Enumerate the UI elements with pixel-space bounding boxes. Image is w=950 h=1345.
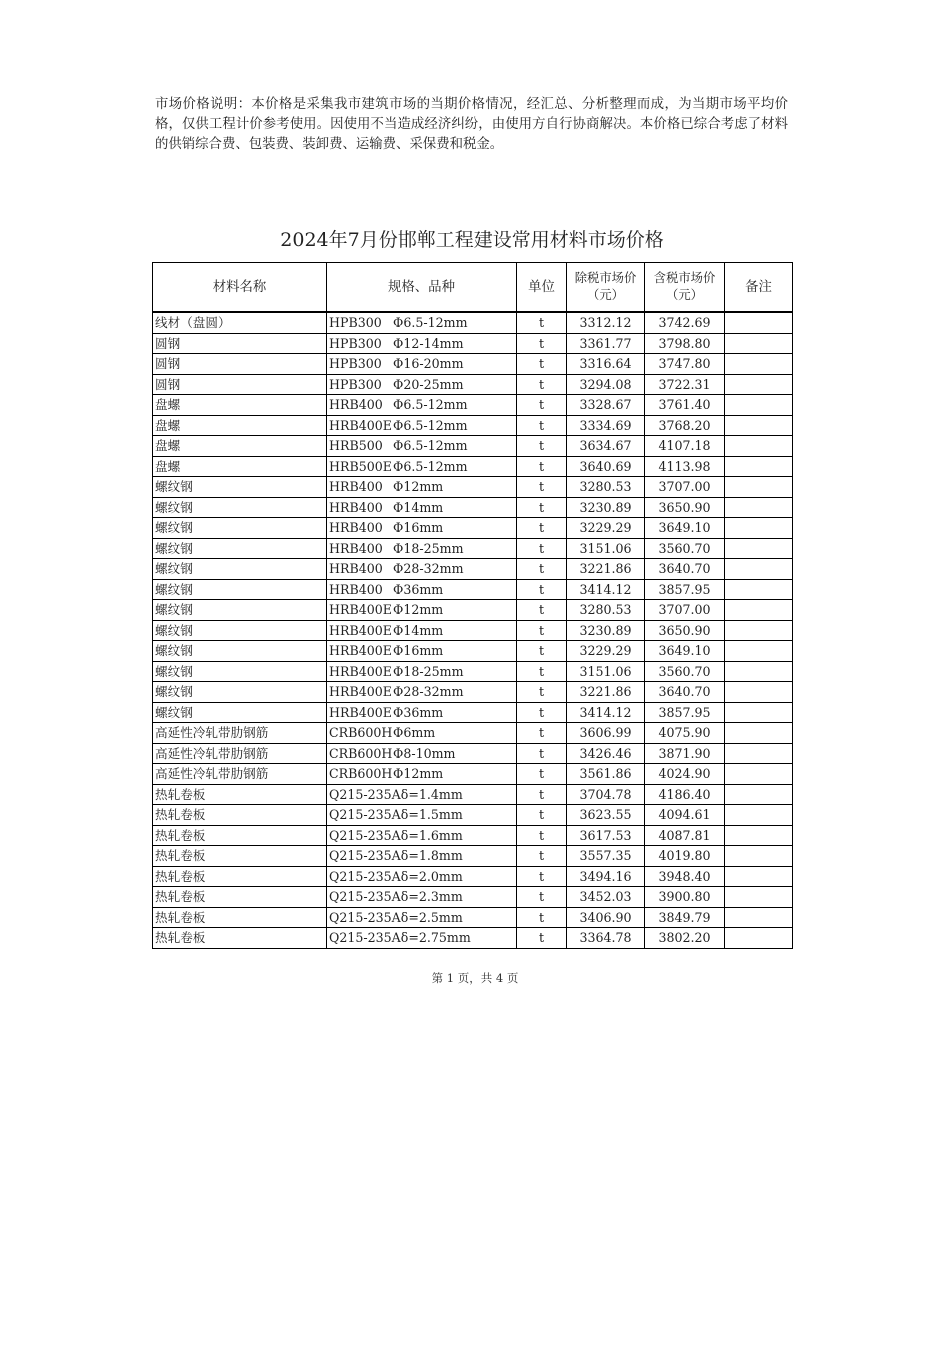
unit: t	[517, 374, 567, 395]
header-price-excl-tax	[567, 263, 645, 313]
spec-grade: Q215-235A	[329, 827, 401, 843]
material-spec	[327, 579, 517, 600]
header-spec: 规格、品种	[327, 263, 517, 313]
spec-grade: HRB400	[329, 479, 383, 495]
spec-grade: HRB400E	[329, 643, 392, 659]
price-excl-tax: 3361.77	[567, 333, 645, 354]
remark	[725, 374, 793, 395]
remark	[725, 415, 793, 436]
material-name: 螺纹钢	[153, 641, 327, 662]
unit: t	[517, 743, 567, 764]
table-row	[153, 641, 793, 662]
spec-size: Φ16mm	[393, 643, 444, 659]
material-name: 高延性冷轧带肋钢筋	[153, 743, 327, 764]
spec-grade: HPB300	[329, 356, 382, 372]
material-spec	[327, 456, 517, 477]
table-row	[153, 743, 793, 764]
spec-size: Φ20-25mm	[393, 376, 464, 392]
spec-size: Φ6.5-12mm	[393, 458, 468, 474]
material-name: 螺纹钢	[153, 682, 327, 703]
table-row	[153, 866, 793, 887]
material-spec	[327, 907, 517, 928]
spec-size: Φ12mm	[393, 766, 444, 782]
remark	[725, 518, 793, 539]
unit: t	[517, 518, 567, 539]
spec-grade: Q215-235A	[329, 909, 401, 925]
price-incl-tax: 3857.95	[645, 579, 725, 600]
spec-grade: HRB400E	[329, 663, 392, 679]
table-row	[153, 538, 793, 559]
material-name: 盘螺	[153, 415, 327, 436]
price-excl-tax: 3634.67	[567, 436, 645, 457]
price-incl-tax: 3948.40	[645, 866, 725, 887]
remark	[725, 764, 793, 785]
price-excl-tax: 3606.99	[567, 723, 645, 744]
spec-size: δ=1.5mm	[400, 807, 463, 823]
remark	[725, 702, 793, 723]
table-row	[153, 661, 793, 682]
header-remark: 备注	[725, 263, 793, 313]
material-spec	[327, 518, 517, 539]
spec-size: Φ6.5-12mm	[393, 438, 468, 454]
price-excl-tax: 3704.78	[567, 784, 645, 805]
price-excl-tax: 3406.90	[567, 907, 645, 928]
price-incl-tax: 3650.90	[645, 497, 725, 518]
unit: t	[517, 702, 567, 723]
material-name: 螺纹钢	[153, 620, 327, 641]
spec-size: Φ28-32mm	[393, 684, 464, 700]
material-spec	[327, 497, 517, 518]
price-excl-tax: 3414.12	[567, 579, 645, 600]
remark	[725, 661, 793, 682]
price-excl-tax: 3426.46	[567, 743, 645, 764]
remark	[725, 333, 793, 354]
price-excl-tax: 3151.06	[567, 538, 645, 559]
price-incl-tax: 3747.80	[645, 354, 725, 375]
material-spec	[327, 333, 517, 354]
unit: t	[517, 579, 567, 600]
unit: t	[517, 415, 567, 436]
material-name: 线材（盘圆）	[153, 312, 327, 333]
material-spec	[327, 620, 517, 641]
unit: t	[517, 764, 567, 785]
spec-size: Φ8-10mm	[393, 745, 456, 761]
price-incl-tax: 3798.80	[645, 333, 725, 354]
price-excl-tax: 3414.12	[567, 702, 645, 723]
header-price-incl-line1: 含税市场价	[653, 271, 716, 285]
material-name: 螺纹钢	[153, 559, 327, 580]
price-incl-tax: 4107.18	[645, 436, 725, 457]
unit: t	[517, 682, 567, 703]
table-row	[153, 312, 793, 333]
remark	[725, 641, 793, 662]
spec-size: Φ14mm	[393, 499, 444, 515]
remark	[725, 682, 793, 703]
spec-grade: Q215-235A	[329, 930, 401, 946]
table-row	[153, 784, 793, 805]
unit: t	[517, 641, 567, 662]
spec-size: δ=1.8mm	[400, 848, 463, 864]
unit: t	[517, 538, 567, 559]
spec-size: δ=2.5mm	[400, 909, 463, 925]
remark	[725, 436, 793, 457]
price-excl-tax: 3557.35	[567, 846, 645, 867]
material-name: 热轧卷板	[153, 784, 327, 805]
table-row	[153, 846, 793, 867]
price-excl-tax: 3221.86	[567, 559, 645, 580]
price-incl-tax: 3560.70	[645, 661, 725, 682]
remark	[725, 825, 793, 846]
material-spec	[327, 846, 517, 867]
unit: t	[517, 620, 567, 641]
spec-size: Φ16-20mm	[393, 356, 464, 372]
material-spec	[327, 743, 517, 764]
remark	[725, 559, 793, 580]
spec-size: Φ16mm	[393, 520, 444, 536]
table-row	[153, 907, 793, 928]
remark	[725, 928, 793, 949]
price-excl-tax: 3334.69	[567, 415, 645, 436]
material-spec	[327, 538, 517, 559]
table-row	[153, 805, 793, 826]
table-row	[153, 559, 793, 580]
unit: t	[517, 456, 567, 477]
remark	[725, 579, 793, 600]
material-spec	[327, 928, 517, 949]
price-excl-tax: 3561.86	[567, 764, 645, 785]
price-incl-tax: 3640.70	[645, 559, 725, 580]
remark	[725, 723, 793, 744]
spec-size: δ=2.3mm	[400, 889, 463, 905]
material-name: 圆钢	[153, 374, 327, 395]
material-spec	[327, 805, 517, 826]
material-name: 螺纹钢	[153, 600, 327, 621]
material-spec	[327, 559, 517, 580]
price-incl-tax: 4087.81	[645, 825, 725, 846]
header-price-excl-line1: 除税市场价	[574, 271, 637, 285]
material-spec	[327, 374, 517, 395]
material-name: 高延性冷轧带肋钢筋	[153, 764, 327, 785]
price-incl-tax: 3871.90	[645, 743, 725, 764]
spec-grade: Q215-235A	[329, 807, 401, 823]
unit: t	[517, 477, 567, 498]
material-name: 热轧卷板	[153, 825, 327, 846]
price-excl-tax: 3230.89	[567, 620, 645, 641]
price-incl-tax: 3857.95	[645, 702, 725, 723]
price-incl-tax: 3560.70	[645, 538, 725, 559]
price-incl-tax: 3649.10	[645, 518, 725, 539]
spec-grade: HPB300	[329, 376, 382, 392]
price-table	[152, 262, 793, 949]
price-incl-tax: 4094.61	[645, 805, 725, 826]
material-name: 热轧卷板	[153, 805, 327, 826]
remark	[725, 887, 793, 908]
table-row	[153, 887, 793, 908]
price-excl-tax: 3151.06	[567, 661, 645, 682]
price-excl-tax: 3452.03	[567, 887, 645, 908]
material-spec	[327, 436, 517, 457]
table-row	[153, 579, 793, 600]
price-incl-tax: 4186.40	[645, 784, 725, 805]
table-row	[153, 764, 793, 785]
spec-grade: Q215-235A	[329, 786, 401, 802]
spec-grade: CRB600H	[329, 725, 393, 741]
remark	[725, 456, 793, 477]
table-row	[153, 682, 793, 703]
material-name: 螺纹钢	[153, 497, 327, 518]
material-spec	[327, 395, 517, 416]
spec-grade: HRB400E	[329, 622, 392, 638]
spec-grade: HRB400E	[329, 684, 392, 700]
price-incl-tax: 3707.00	[645, 600, 725, 621]
material-name: 热轧卷板	[153, 846, 327, 867]
table-row	[153, 436, 793, 457]
price-incl-tax: 3768.20	[645, 415, 725, 436]
price-incl-tax: 3802.20	[645, 928, 725, 949]
price-excl-tax: 3229.29	[567, 641, 645, 662]
remark	[725, 846, 793, 867]
price-incl-tax: 4113.98	[645, 456, 725, 477]
unit: t	[517, 354, 567, 375]
price-incl-tax: 3650.90	[645, 620, 725, 641]
table-body	[153, 312, 793, 948]
header-unit: 单位	[517, 263, 567, 313]
spec-grade: Q215-235A	[329, 889, 401, 905]
spec-grade: HRB400E	[329, 704, 392, 720]
remark	[725, 312, 793, 333]
material-spec	[327, 887, 517, 908]
unit: t	[517, 436, 567, 457]
unit: t	[517, 928, 567, 949]
price-excl-tax: 3316.64	[567, 354, 645, 375]
price-excl-tax: 3617.53	[567, 825, 645, 846]
spec-size: δ=2.0mm	[400, 868, 463, 884]
spec-grade: HRB400	[329, 520, 383, 536]
material-name: 螺纹钢	[153, 518, 327, 539]
spec-grade: HRB400	[329, 561, 383, 577]
spec-size: Φ18-25mm	[393, 663, 464, 679]
header-price-incl-tax	[645, 263, 725, 313]
price-excl-tax: 3312.12	[567, 312, 645, 333]
unit: t	[517, 559, 567, 580]
spec-size: δ=1.4mm	[400, 786, 463, 802]
price-incl-tax: 3900.80	[645, 887, 725, 908]
remark	[725, 354, 793, 375]
price-excl-tax: 3364.78	[567, 928, 645, 949]
price-incl-tax: 3761.40	[645, 395, 725, 416]
table-row	[153, 518, 793, 539]
spec-grade: HRB400E	[329, 417, 392, 433]
spec-size: δ=1.6mm	[400, 827, 463, 843]
price-excl-tax: 3328.67	[567, 395, 645, 416]
table-row	[153, 415, 793, 436]
price-incl-tax: 3707.00	[645, 477, 725, 498]
material-spec	[327, 354, 517, 375]
price-note: 市场价格说明：本价格是采集我市建筑市场的当期价格情况，经汇总、分析整理而成，为当期市场平均价格，仅供工程计价参考使用。因使用不当造成经济纠纷，由使用方自行协商解决。本价格已综合考虑了材料的供销综合费、包装费、装卸费、运输费、采保费和税金。	[155, 97, 788, 152]
spec-grade: HPB300	[329, 335, 382, 351]
material-spec	[327, 641, 517, 662]
remark	[725, 620, 793, 641]
spec-grade: HRB400	[329, 540, 383, 556]
remark	[725, 907, 793, 928]
material-name: 螺纹钢	[153, 538, 327, 559]
unit: t	[517, 395, 567, 416]
price-excl-tax: 3640.69	[567, 456, 645, 477]
material-spec	[327, 600, 517, 621]
table-row	[153, 374, 793, 395]
price-excl-tax: 3294.08	[567, 374, 645, 395]
material-spec	[327, 866, 517, 887]
material-spec	[327, 825, 517, 846]
remark	[725, 600, 793, 621]
spec-grade: HRB400	[329, 581, 383, 597]
table-row	[153, 702, 793, 723]
table-row	[153, 928, 793, 949]
remark	[725, 866, 793, 887]
remark	[725, 477, 793, 498]
remark	[725, 395, 793, 416]
spec-size: Φ28-32mm	[393, 561, 464, 577]
spec-size: Φ12-14mm	[393, 335, 464, 351]
material-name: 螺纹钢	[153, 477, 327, 498]
unit: t	[517, 784, 567, 805]
material-name: 热轧卷板	[153, 928, 327, 949]
unit: t	[517, 600, 567, 621]
material-name: 螺纹钢	[153, 579, 327, 600]
unit: t	[517, 312, 567, 333]
material-name: 盘螺	[153, 436, 327, 457]
spec-size: Φ6.5-12mm	[393, 397, 468, 413]
table-row	[153, 497, 793, 518]
spec-size: Φ36mm	[393, 704, 444, 720]
price-excl-tax: 3280.53	[567, 600, 645, 621]
price-incl-tax: 4075.90	[645, 723, 725, 744]
material-name: 盘螺	[153, 395, 327, 416]
spec-grade: CRB600H	[329, 745, 393, 761]
unit: t	[517, 887, 567, 908]
spec-size: Φ12mm	[393, 602, 444, 618]
spec-grade: HPB300	[329, 315, 382, 331]
table-row	[153, 620, 793, 641]
price-excl-tax: 3494.16	[567, 866, 645, 887]
material-spec	[327, 702, 517, 723]
price-excl-tax: 3229.29	[567, 518, 645, 539]
price-incl-tax: 3649.10	[645, 641, 725, 662]
price-incl-tax: 3849.79	[645, 907, 725, 928]
remark	[725, 497, 793, 518]
material-name: 高延性冷轧带肋钢筋	[153, 723, 327, 744]
price-excl-tax: 3230.89	[567, 497, 645, 518]
table-row	[153, 333, 793, 354]
spec-size: Φ6.5-12mm	[393, 417, 468, 433]
price-incl-tax: 3640.70	[645, 682, 725, 703]
material-spec	[327, 312, 517, 333]
spec-size: Φ12mm	[393, 479, 444, 495]
price-incl-tax: 4019.80	[645, 846, 725, 867]
spec-grade: Q215-235A	[329, 868, 401, 884]
material-spec	[327, 477, 517, 498]
material-spec	[327, 415, 517, 436]
material-spec	[327, 764, 517, 785]
unit: t	[517, 497, 567, 518]
table-row	[153, 477, 793, 498]
spec-size: Φ36mm	[393, 581, 444, 597]
table-row	[153, 825, 793, 846]
unit: t	[517, 866, 567, 887]
material-name: 盘螺	[153, 456, 327, 477]
header-price-incl-line2: （元）	[666, 288, 703, 302]
spec-grade: HRB500E	[329, 458, 392, 474]
table-row	[153, 456, 793, 477]
spec-size: Φ6.5-12mm	[393, 315, 468, 331]
material-name: 螺纹钢	[153, 661, 327, 682]
spec-size: Φ18-25mm	[393, 540, 464, 556]
unit: t	[517, 825, 567, 846]
spec-size: Φ14mm	[393, 622, 444, 638]
table-title: 2024年7月份邯郸工程建设常用材料市场价格	[280, 229, 664, 251]
price-incl-tax: 3722.31	[645, 374, 725, 395]
material-name: 热轧卷板	[153, 887, 327, 908]
spec-grade: CRB600H	[329, 766, 393, 782]
remark	[725, 784, 793, 805]
material-name: 螺纹钢	[153, 702, 327, 723]
remark	[725, 538, 793, 559]
material-name: 圆钢	[153, 333, 327, 354]
spec-size: Φ6mm	[393, 725, 436, 741]
remark	[725, 743, 793, 764]
spec-size: δ=2.75mm	[400, 930, 471, 946]
unit: t	[517, 907, 567, 928]
unit: t	[517, 723, 567, 744]
material-name: 热轧卷板	[153, 907, 327, 928]
price-excl-tax: 3623.55	[567, 805, 645, 826]
material-spec	[327, 682, 517, 703]
material-name: 热轧卷板	[153, 866, 327, 887]
price-excl-tax: 3221.86	[567, 682, 645, 703]
price-incl-tax: 4024.90	[645, 764, 725, 785]
page-number: 第 1 页，共 4 页	[431, 971, 519, 985]
price-excl-tax: 3280.53	[567, 477, 645, 498]
unit: t	[517, 805, 567, 826]
unit: t	[517, 333, 567, 354]
price-incl-tax: 3742.69	[645, 312, 725, 333]
material-spec	[327, 661, 517, 682]
table-row	[153, 395, 793, 416]
table-header-row	[153, 263, 793, 313]
spec-grade: Q215-235A	[329, 848, 401, 864]
table-row	[153, 723, 793, 744]
header-material-name: 材料名称	[153, 263, 327, 313]
spec-grade: HRB400	[329, 397, 383, 413]
header-price-excl-line2: （元）	[587, 288, 624, 302]
remark	[725, 805, 793, 826]
material-spec	[327, 784, 517, 805]
material-name: 圆钢	[153, 354, 327, 375]
spec-grade: HRB400	[329, 499, 383, 515]
unit: t	[517, 661, 567, 682]
table-row	[153, 600, 793, 621]
spec-grade: HRB500	[329, 438, 383, 454]
material-spec	[327, 723, 517, 744]
table-row	[153, 354, 793, 375]
spec-grade: HRB400E	[329, 602, 392, 618]
unit: t	[517, 846, 567, 867]
